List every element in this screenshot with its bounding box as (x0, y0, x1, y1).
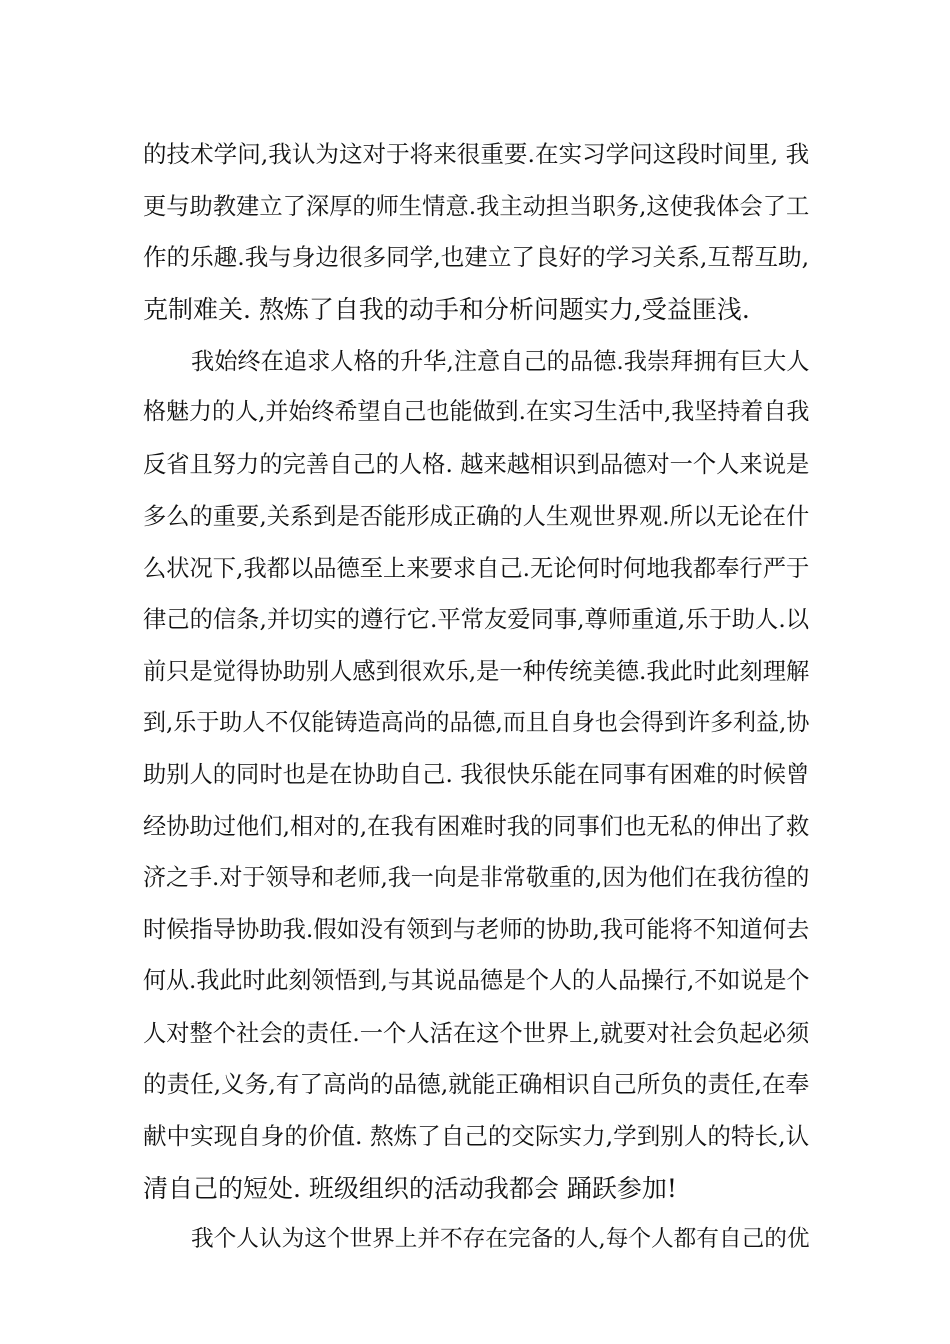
text-line: 助别人的同时也是在协助自己. 我很快乐能在同事有困难的时候曾 (143, 761, 810, 789)
text-line: 反省且努力的完善自己的人格. 越来越相识到品德对一个人来说是 (143, 451, 810, 479)
text-line: 更与助教建立了深厚的师生情意.我主动担当职务,这使我体会了工 (143, 192, 810, 220)
text-line: 济之手.对于领导和老师,我一向是非常敬重的,因为他们在我彷徨的 (143, 864, 810, 891)
text-line: 作的乐趣.我与身边很多同学,也建立了良好的学习关系,互帮互助, (143, 243, 810, 272)
text-line: 克制难关. 熬炼了自我的动手和分析问题实力,受益匪浅. (143, 295, 750, 325)
text-line: 律己的信条,并切实的遵行它.平常友爱同事,尊师重道,乐于助人.以 (143, 606, 810, 634)
text-line: 献中实现自身的价值. 熬炼了自己的交际实力,学到别人的特长,认 (143, 1122, 810, 1151)
text-line: 的技术学问,我认为这对于将来很重要.在实习学问这段时间里, 我 (143, 140, 810, 168)
text-line: 时候指导协助我.假如没有领到与老师的协助,我可能将不知道何去 (143, 916, 810, 944)
text-line: 的责任,义务,有了高尚的品德,就能正确相识自己所负的责任,在奉 (143, 1070, 810, 1099)
document-body (143, 129, 813, 1266)
paragraph-start-line: 我个人认为这个世界上并不存在完备的人,每个人都有自己的优 (191, 1226, 810, 1253)
text-line: 格魅力的人,并始终希望自己也能做到.在实习生活中,我坚持着自我 (143, 399, 810, 426)
text-line: 经协助过他们,相对的,在我有困难时我的同事们也无私的伸出了救 (143, 812, 810, 840)
text-line: 何从.我此时此刻领悟到,与其说品德是个人的人品操行,不如说是个 (143, 968, 810, 994)
text-line: 前只是觉得协助别人感到很欢乐,是一种传统美德.我此时此刻理解 (143, 657, 810, 685)
paragraph-start-line: 我始终在追求人格的升华,注意自己的品德.我崇拜拥有巨大人 (191, 347, 810, 375)
text-line: 人对整个社会的责任.一个人活在这个世界上,就要对社会负起必须 (143, 1019, 810, 1047)
text-line: 么状况下,我都以品德至上来要求自己.无论何时何地我都奉行严于 (143, 554, 810, 582)
text-line: 多么的重要,关系到是否能形成正确的人生观世界观.所以无论在什 (143, 502, 810, 530)
text-line: 到,乐于助人不仅能铸造高尚的品德,而且自身也会得到许多利益,协 (143, 709, 810, 736)
text-line: 清自己的短处. 班级组织的活动我都会 踊跃参加! (143, 1173, 677, 1203)
